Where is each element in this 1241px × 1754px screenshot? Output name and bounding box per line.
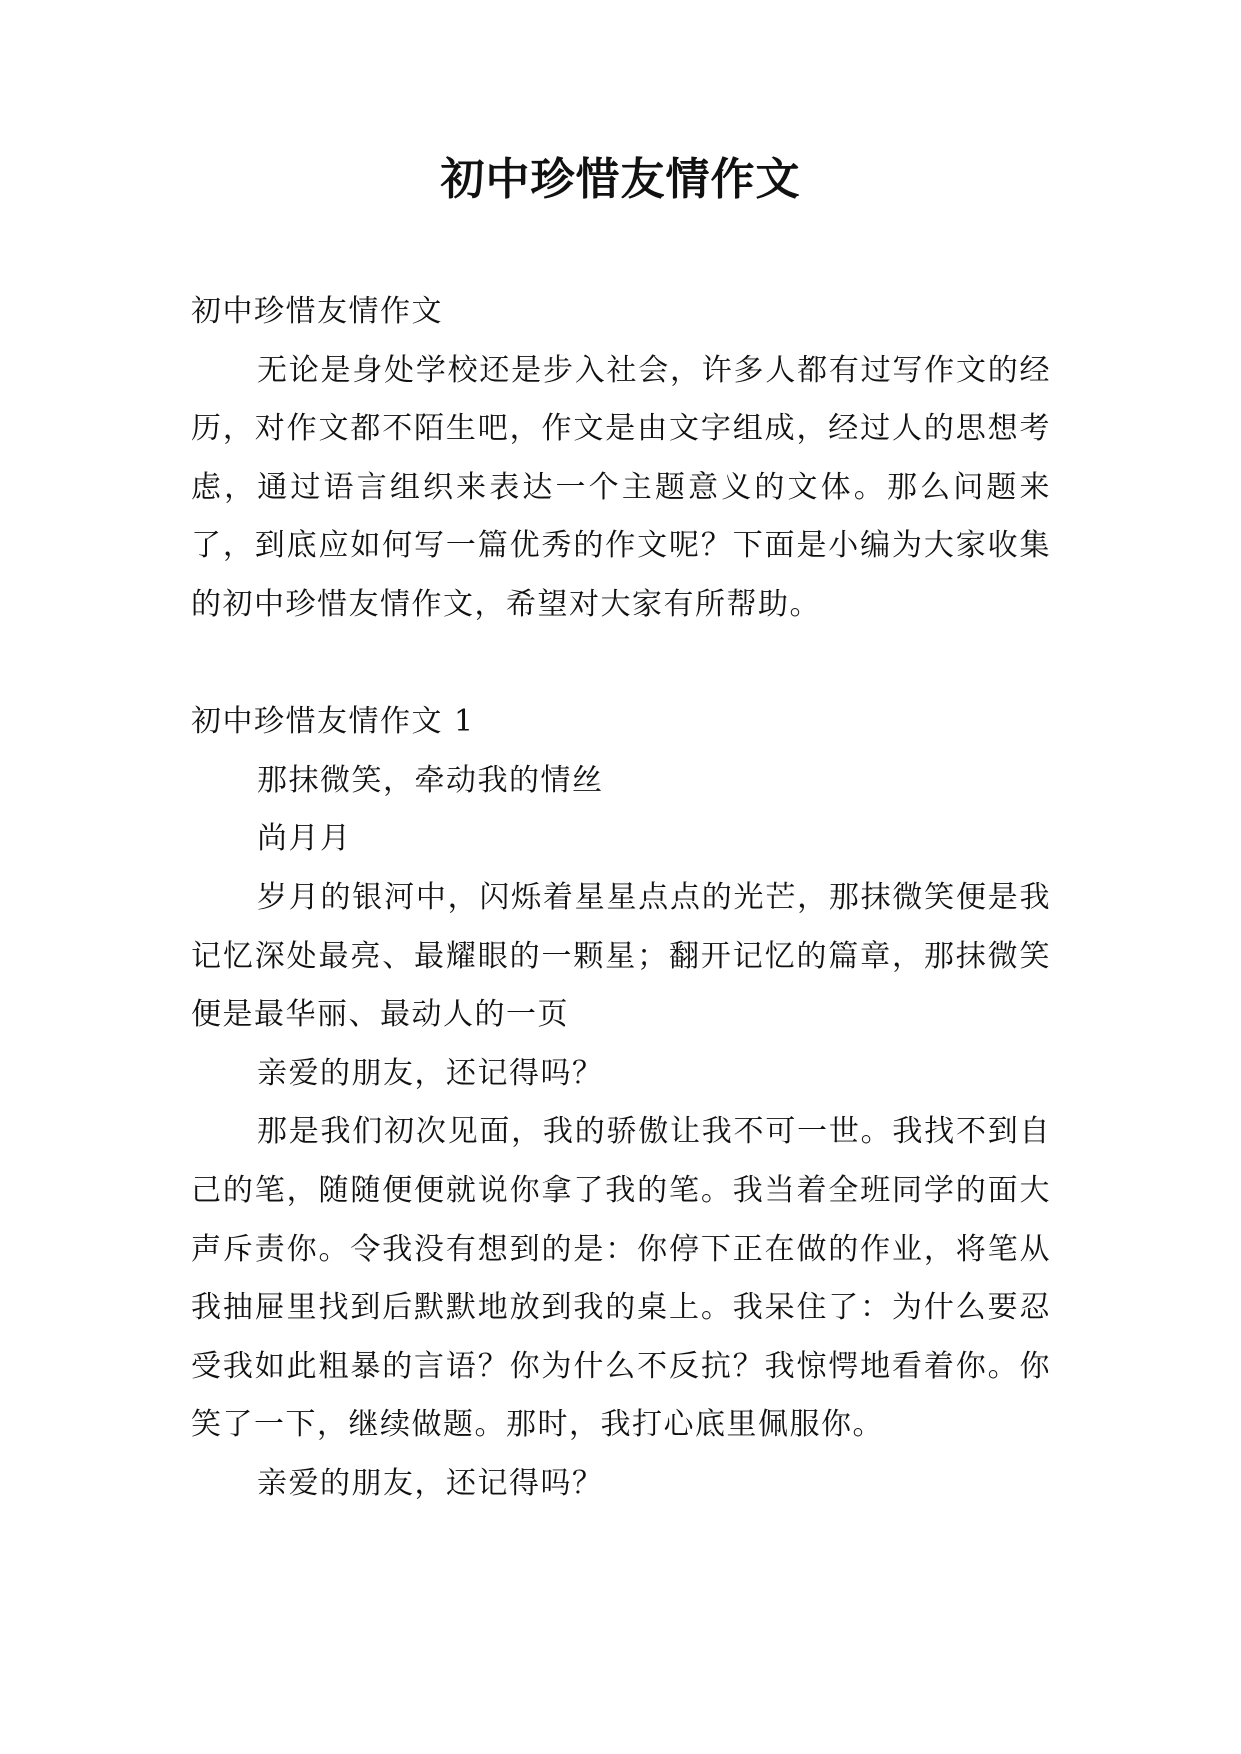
essay-paragraph: 那是我们初次见面，我的骄傲让我不可一世。我找不到自己的笔，随随便便就说你拿了我的笔。我当着全班同学的面大声斥责你。令我没有想到的是：你停下正在做的作业，将笔从我抽屉里找到后默默地放到我的桌上。我呆住了：为什么要忍受我如此粗暴的言语？你为什么不反抗？我惊愕地看着你。你笑了一下，继续做题。那时，我打心底里佩服你。 <box>191 1114 1051 1443</box>
essay-author: 尚月月 <box>257 821 352 857</box>
page-title: 初中珍惜友情作文 <box>440 154 801 205</box>
essay-paragraph: 亲爱的朋友，还记得吗？ <box>257 1465 604 1501</box>
section-heading-intro: 初中珍惜友情作文 <box>191 294 443 329</box>
essay-paragraph: 亲爱的朋友，还记得吗？ <box>257 1055 604 1091</box>
essay-paragraph: 岁月的银河中，闪烁着星星点点的光芒，那抹微笑便是我记忆深处最亮、最耀眼的一颗星；翻开记忆的篇章，那抹微笑便是最华丽、最动人的一页 <box>191 879 1051 1033</box>
intro-paragraph: 无论是身处学校还是步入社会，许多人都有过写作文的经历，对作文都不陌生吧，作文是由文字组成，经过人的思想考虑，通过语言组织来表达一个主题意义的文体。那么问题来了，到底应如何写一篇优秀的作文呢？下面是小编为大家收集的初中珍惜友情作文，希望对大家有所帮助。 <box>191 352 1051 622</box>
section-heading-essay-1: 初中珍惜友情作文 1 <box>191 704 475 740</box>
document-body <box>191 283 1051 1513</box>
essay-title: 那抹微笑，牵动我的情丝 <box>257 762 604 798</box>
